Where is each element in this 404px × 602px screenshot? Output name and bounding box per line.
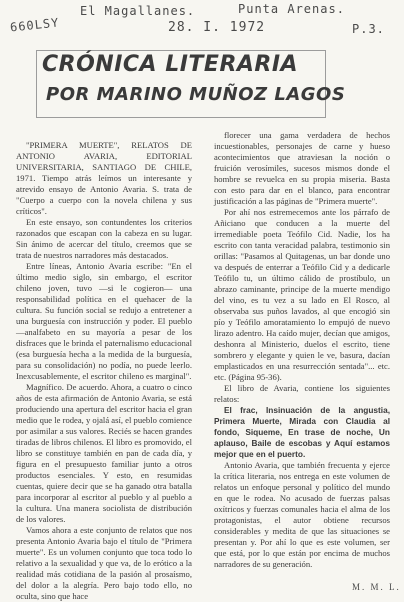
article-paragraph: Vamos ahora a este conjunto de relatos que nos presenta Antonio Avaria bajo el título de "Primera muerte". Es un volumen conjunto que toca todo lo relativo a la sexualidad y que va, de lo erótico a la realidad más cotidiana de la pasión al prosaísmo, del dolor a la alegría. Pero bajo todo ello, no oculta, sino que hace	[16, 525, 192, 601]
article-column-left	[16, 140, 192, 601]
article-paragraph: Entre líneas, Antonio Avaria escribe: "En el último medio siglo, sin embargo, el escritor chileno joven, tuvo —si le cogieron— una responsabilidad política en el quehacer de la cultura. Su función social se redujo a entretener a una burguesía con instrucción y poder. El pueblo —analfabeto en su mayoría a pesar de los disfraces que le brinda el paternalismo educacional (esa burguesía hecha a la medida de la burguesía, para su consolidación) no podía, no puede leerlo. Inexcusablemente, el escritor chileno es marginal".	[16, 261, 192, 381]
article-paragraph: El libro de Avaria, contiene los siguientes relatos:	[214, 383, 390, 404]
handwritten-date: 28. I. 1972	[168, 20, 266, 35]
handwritten-source: El Magallanes.	[80, 4, 196, 18]
article-paragraph: "PRIMERA MUERTE", RELATOS DE ANTONIO AVARIA, EDITORIAL UNIVERSITARIA, SANTIAGO DE CHILE, 1971. Tiempo atrás leímos un interesante y atrevido ensayo de Antonio Avaria. S. trata de "Cuerpo a cuerpo con la novela chilena y sus críticos".	[16, 140, 192, 216]
stories-list: El frac, Insinuación de la angustia, Primera Muerte, Mirada con Claudia al fondo, Siqueme, En trase de noche, Un aplauso, Baile de escobas y Aquí estamos mejor que en el puerto.	[214, 405, 390, 459]
article-column-right	[214, 130, 390, 590]
handwritten-code: 660LSY	[9, 15, 60, 35]
article-paragraph: Magnífico. De acuerdo. Ahora, a cuatro o cinco años de esta afirmación de Antonio Avaria, se está produciendo una apertura del escritor hacia el gran medio que le rodea, y ojalá así, el pueblo comience por asimilar a sus valores. Reciés se hacen grandes tiradas de libros chilenos. El libro es promovido, el libro se constituye también en pan de cada día, y figura en el presupuesto familiar junto a otros productos esenciales. Y esto, en resumidas cuentas, quiere decir que se ha ganado otra batalla para incorporar al escritor al pueblo y al pueblo a la cultura. Una manera sociolista de distribución de los valores.	[16, 382, 192, 524]
article-paragraph: En este ensayo, son contundentes los criterios razonados que escapan con la cabeza en su lugar. Sin ánimo de acercar del título, creemos que se trata de nuestros narradores más destacados.	[16, 217, 192, 260]
author-byline: POR MARINO MUÑOZ LAGOS	[46, 84, 346, 105]
article-paragraph: Por ahí nos estremecemos ante los párrafo de Añiciano que conducen a la muerte del irremediable poeta Teófilo Cid. Nadie, los ha escrito con tanta veracidad palabra, testimonio sin orillas: "Pasamos al Quitagenas, un bar donde uno va después de enterrar a Teófilo Cid y a dedicarle Teófilo tu, un último cálido de prostíbulo, un abrazo caminante, principe de la muerte mendigo del vino, es tu vez a su lado en El Rosco, al observaba sus puños lavados, al que encogió sin pío y Teófilo amoratamiento lo empujó de nuevo lirazo adentro. Ha caído mujer, decían que amigos, deshonra al Ministerio, duelos el escrito, tiene sombrero y elegante y quien le ve, basura, dacían emplasticados en una resurrección sentada"... etc. etc. (Página 95-36).	[214, 207, 390, 382]
article-paragraph: florecer una gama verdadera de hechos incuestionables, personajes de carne y hueso acontecimientos que atraviesan la noción o fruición verosímiles, sucesos mismos donde el hombre se revuelca en su propia miseria. Basta con esto para dar en el blanco, para encontrar justificación a las páginas de "Primera muerte".	[214, 130, 390, 206]
author-signature: M. M. L.	[352, 582, 401, 592]
section-title: CRÓNICA LITERARIA	[42, 52, 299, 77]
handwritten-page: P.3.	[352, 22, 385, 36]
article-paragraph: Antonio Avaria, que también frecuenta y ejerce la crítica literaria, nos entrega en este volumen de relatos un enfoque personal y político del mundo en que le rodea. No acusado de fuerzas palsas oxítricos y fuerzas comunales hacia el alma de los protagonistas, el autor obtiene recursos considerables y medita de que las situaciones se presentan y. Por ahí lo que es este volumen, ser que está, por lo que están por encima de muchos narradores de su generación.	[214, 460, 390, 569]
handwritten-place: Punta Arenas.	[238, 2, 345, 16]
